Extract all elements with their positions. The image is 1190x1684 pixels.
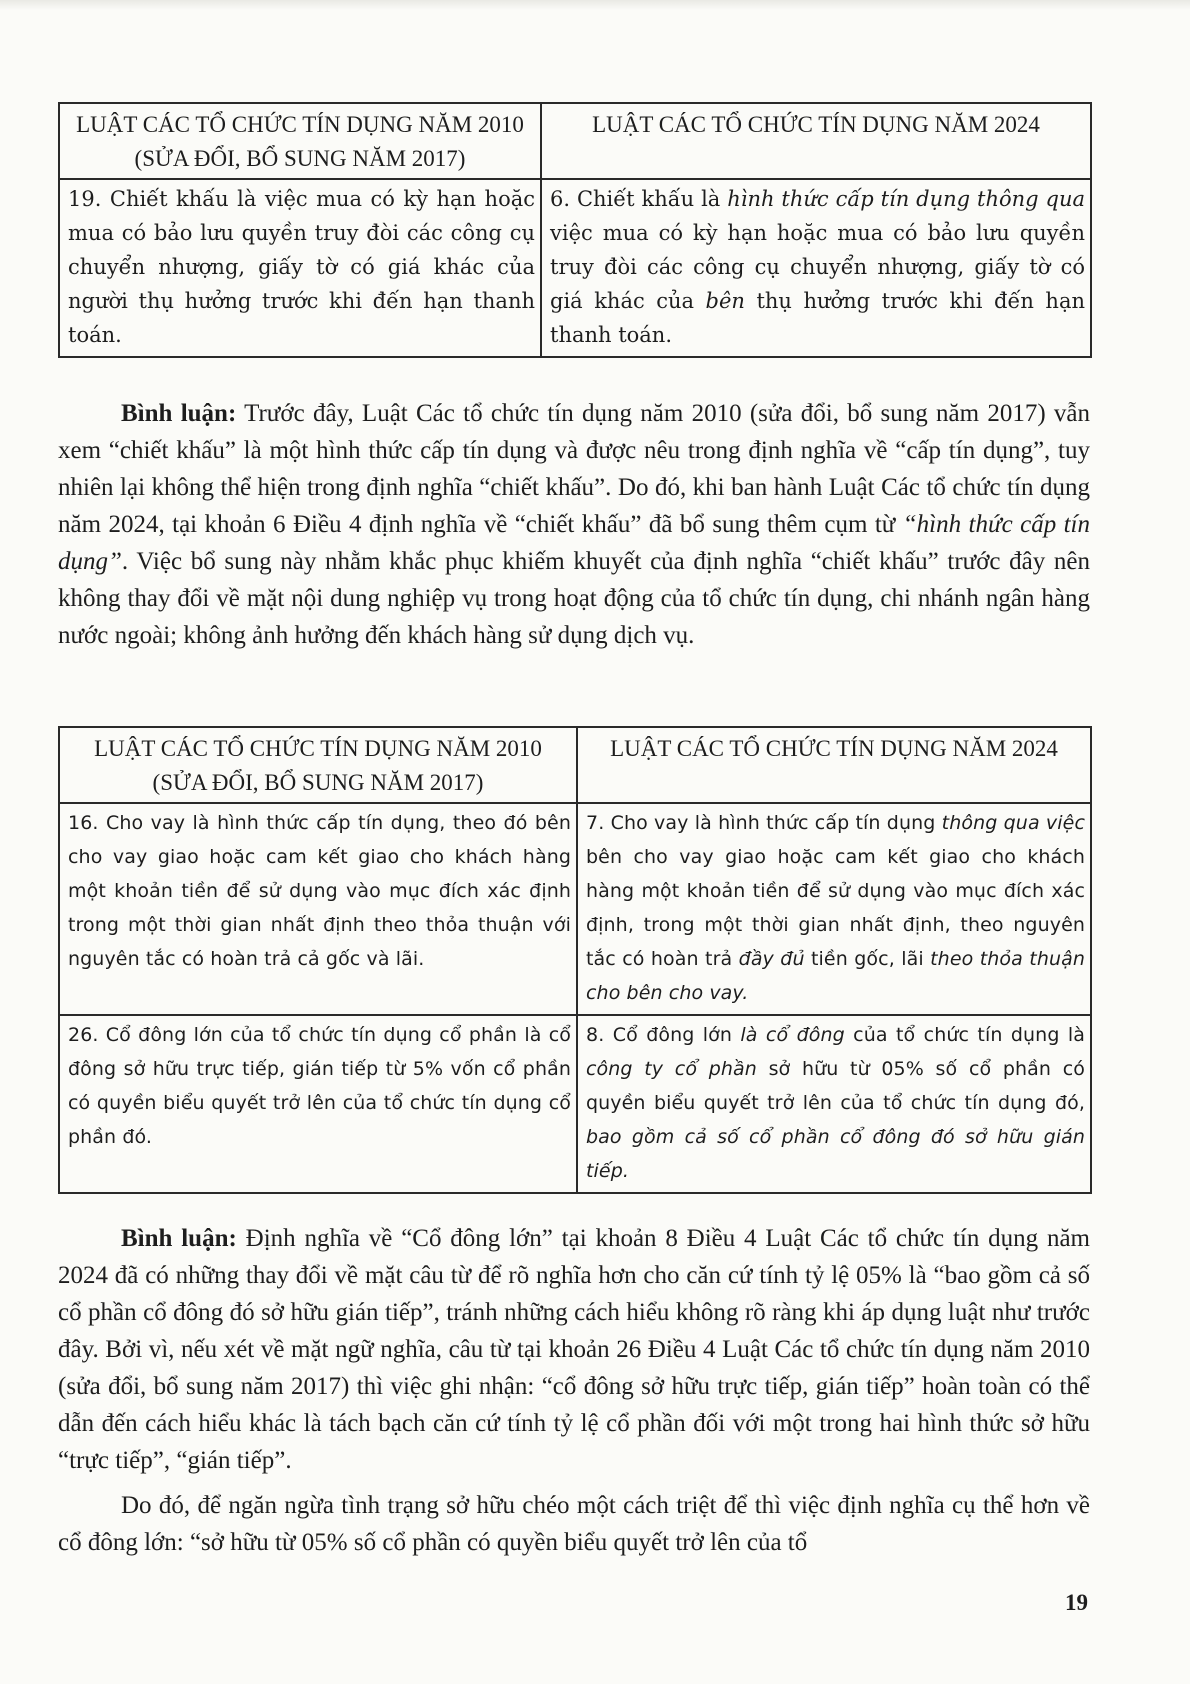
page-number: 19: [1065, 1590, 1088, 1615]
new-definition-major-shareholder: [577, 1015, 1091, 1193]
table-row: [59, 1015, 1091, 1193]
italic-span: bên: [705, 289, 745, 313]
commentary-discount: [58, 395, 1090, 654]
italic-span: thông qua việc: [941, 812, 1085, 834]
italic-span: “hình thức cấp tín dụng”: [58, 511, 1091, 575]
table-row: [59, 803, 1091, 1015]
header-law-2024: LUẬT CÁC TỔ CHỨC TÍN DỤNG NĂM 2024: [577, 727, 1091, 803]
header-law-2010: LUẬT CÁC TỔ CHỨC TÍN DỤNG NĂM 2010 (SỬA ĐỔI, BỔ SUNG NĂM 2017): [59, 103, 541, 179]
italic-span: bao gồm cả số cổ phần cổ đông đó sở hữu gián tiếp.: [586, 1126, 1085, 1182]
italic-span: hình thức cấp tín dụng thông qua: [727, 187, 1085, 211]
comparison-table-lending: [58, 726, 1092, 1194]
old-definition-major-shareholder: 26. Cổ đông lớn của tổ chức tín dụng cổ phần là cổ đông sở hữu trực tiếp, gián tiếp từ 5% vốn cổ phần có quyền biểu quyết trở lên của tổ chức tín dụng cổ phần đó.: [59, 1015, 577, 1193]
text-span: của tổ chức tín dụng là: [844, 1024, 1085, 1046]
header-law-2010: LUẬT CÁC TỔ CHỨC TÍN DỤNG NĂM 2010 (SỬA ĐỔI, BỔ SUNG NĂM 2017): [59, 727, 577, 803]
text-span: 8. Cổ đông lớn: [586, 1024, 741, 1046]
old-definition-lending: 16. Cho vay là hình thức cấp tín dụng, theo đó bên cho vay giao hoặc cam kết giao cho khách hàng một khoản tiền để sử dụng vào mục đích xác định trong một thời gian nhất định theo thỏa thuận với nguyên tắc có hoàn trả cả gốc và lãi.: [59, 803, 577, 1015]
scan-edge: [0, 0, 1190, 10]
text-span: bên cho vay giao hoặc cam kết giao cho khách hàng một khoản tiền để sử dụng vào mục đích xác định, trong một thời gian nhất định, theo nguyên tắc có hoàn trả: [586, 846, 1085, 970]
table-header-row: [59, 103, 1091, 179]
comparison-table-discount: [58, 102, 1092, 358]
text-span: tiền gốc, lãi: [804, 948, 931, 970]
new-definition-lending: [577, 803, 1091, 1015]
old-definition-discount: 19. Chiết khấu là việc mua có kỳ hạn hoặc mua có bảo lưu quyền truy đòi các công cụ chuyển nhượng, giấy tờ có giá khác của người thụ hưởng trước khi đến hạn thanh toán.: [59, 179, 541, 357]
commentary-lead: Bình luận:: [121, 400, 237, 427]
italic-span: theo thỏa thuận cho bên cho vay.: [586, 948, 1085, 1004]
italic-span: công ty cổ phần: [586, 1058, 757, 1080]
italic-span: là cổ đông: [740, 1024, 845, 1046]
italic-span: đầy đủ: [738, 948, 805, 970]
table-row: [59, 179, 1091, 357]
commentary-major-shareholder: [58, 1220, 1090, 1479]
commentary-lead: Bình luận:: [121, 1225, 237, 1252]
new-definition-discount: [541, 179, 1091, 357]
commentary-continuation: Do đó, để ngăn ngừa tình trạng sở hữu chéo một cách triệt để thì việc định nghĩa cụ thể hơn về cổ đông lớn: “sở hữu từ 05% số cổ phần có quyền biểu quyết trở lên của tổ: [58, 1492, 1090, 1556]
text-span: thụ hưởng trước khi đến hạn thanh toán.: [550, 289, 1085, 347]
text-span: việc mua có kỳ hạn hoặc mua có bảo lưu quyền truy đòi các công cụ chuyển nhượng, giấy tờ có giá khác của: [550, 221, 1085, 313]
table-header-row: [59, 727, 1091, 803]
header-law-2024: LUẬT CÁC TỔ CHỨC TÍN DỤNG NĂM 2024: [541, 103, 1091, 179]
text-span: 6. Chiết khấu là: [550, 187, 728, 211]
text-span: sở hữu từ 05% số cổ phần có quyền biểu quyết trở lên của tổ chức tín dụng đó,: [586, 1058, 1085, 1114]
text-span: . Việc bổ sung này nhằm khắc phục khiếm khuyết của định nghĩa “chiết khấu” trước đây nên không thay đổi về mặt nội dung nghiệp vụ trong hoạt động của tổ chức tín dụng, chi nhánh ngân hàng nước ngoài; không ảnh hưởng đến khách hàng sử dụng dịch vụ.: [58, 548, 1090, 649]
text-span: Định nghĩa về “Cổ đông lớn” tại khoản 8 Điều 4 Luật Các tổ chức tín dụng năm 2024 đã có những thay đổi về mặt câu từ để rõ nghĩa hơn cho căn cứ tính tỷ lệ 05% là “bao gồm cả số cổ phần cổ đông đó sở hữu gián tiếp”, tránh những cách hiểu không rõ ràng khi áp dụng luật như trước đây. Bởi vì, nếu xét về mặt ngữ nghĩa, câu từ tại khoản 26 Điều 4 Luật Các tổ chức tín dụng năm 2010 (sửa đổi, bổ sung năm 2017) thì việc ghi nhận: “cổ đông sở hữu trực tiếp, gián tiếp” hoàn toàn có thể dẫn đến cách hiểu khác là tách bạch căn cứ tính tỷ lệ cổ phần đối với một trong hai hình thức sở hữu “trực tiếp”, “gián tiếp”.: [58, 1225, 1091, 1474]
text-span: Trước đây, Luật Các tổ chức tín dụng năm 2010 (sửa đổi, bổ sung năm 2017) vẫn xem “chiết khấu” là một hình thức cấp tín dụng và được nêu trong định nghĩa về “cấp tín dụng”, tuy nhiên lại không thể hiện trong định nghĩa “chiết khấu”. Do đó, khi ban hành Luật Các tổ chức tín dụng năm 2024, tại khoản 6 Điều 4 định nghĩa về “chiết khấu” đã bổ sung thêm cụm từ: [58, 400, 1090, 538]
text-span: 7. Cho vay là hình thức cấp tín dụng: [586, 812, 942, 834]
